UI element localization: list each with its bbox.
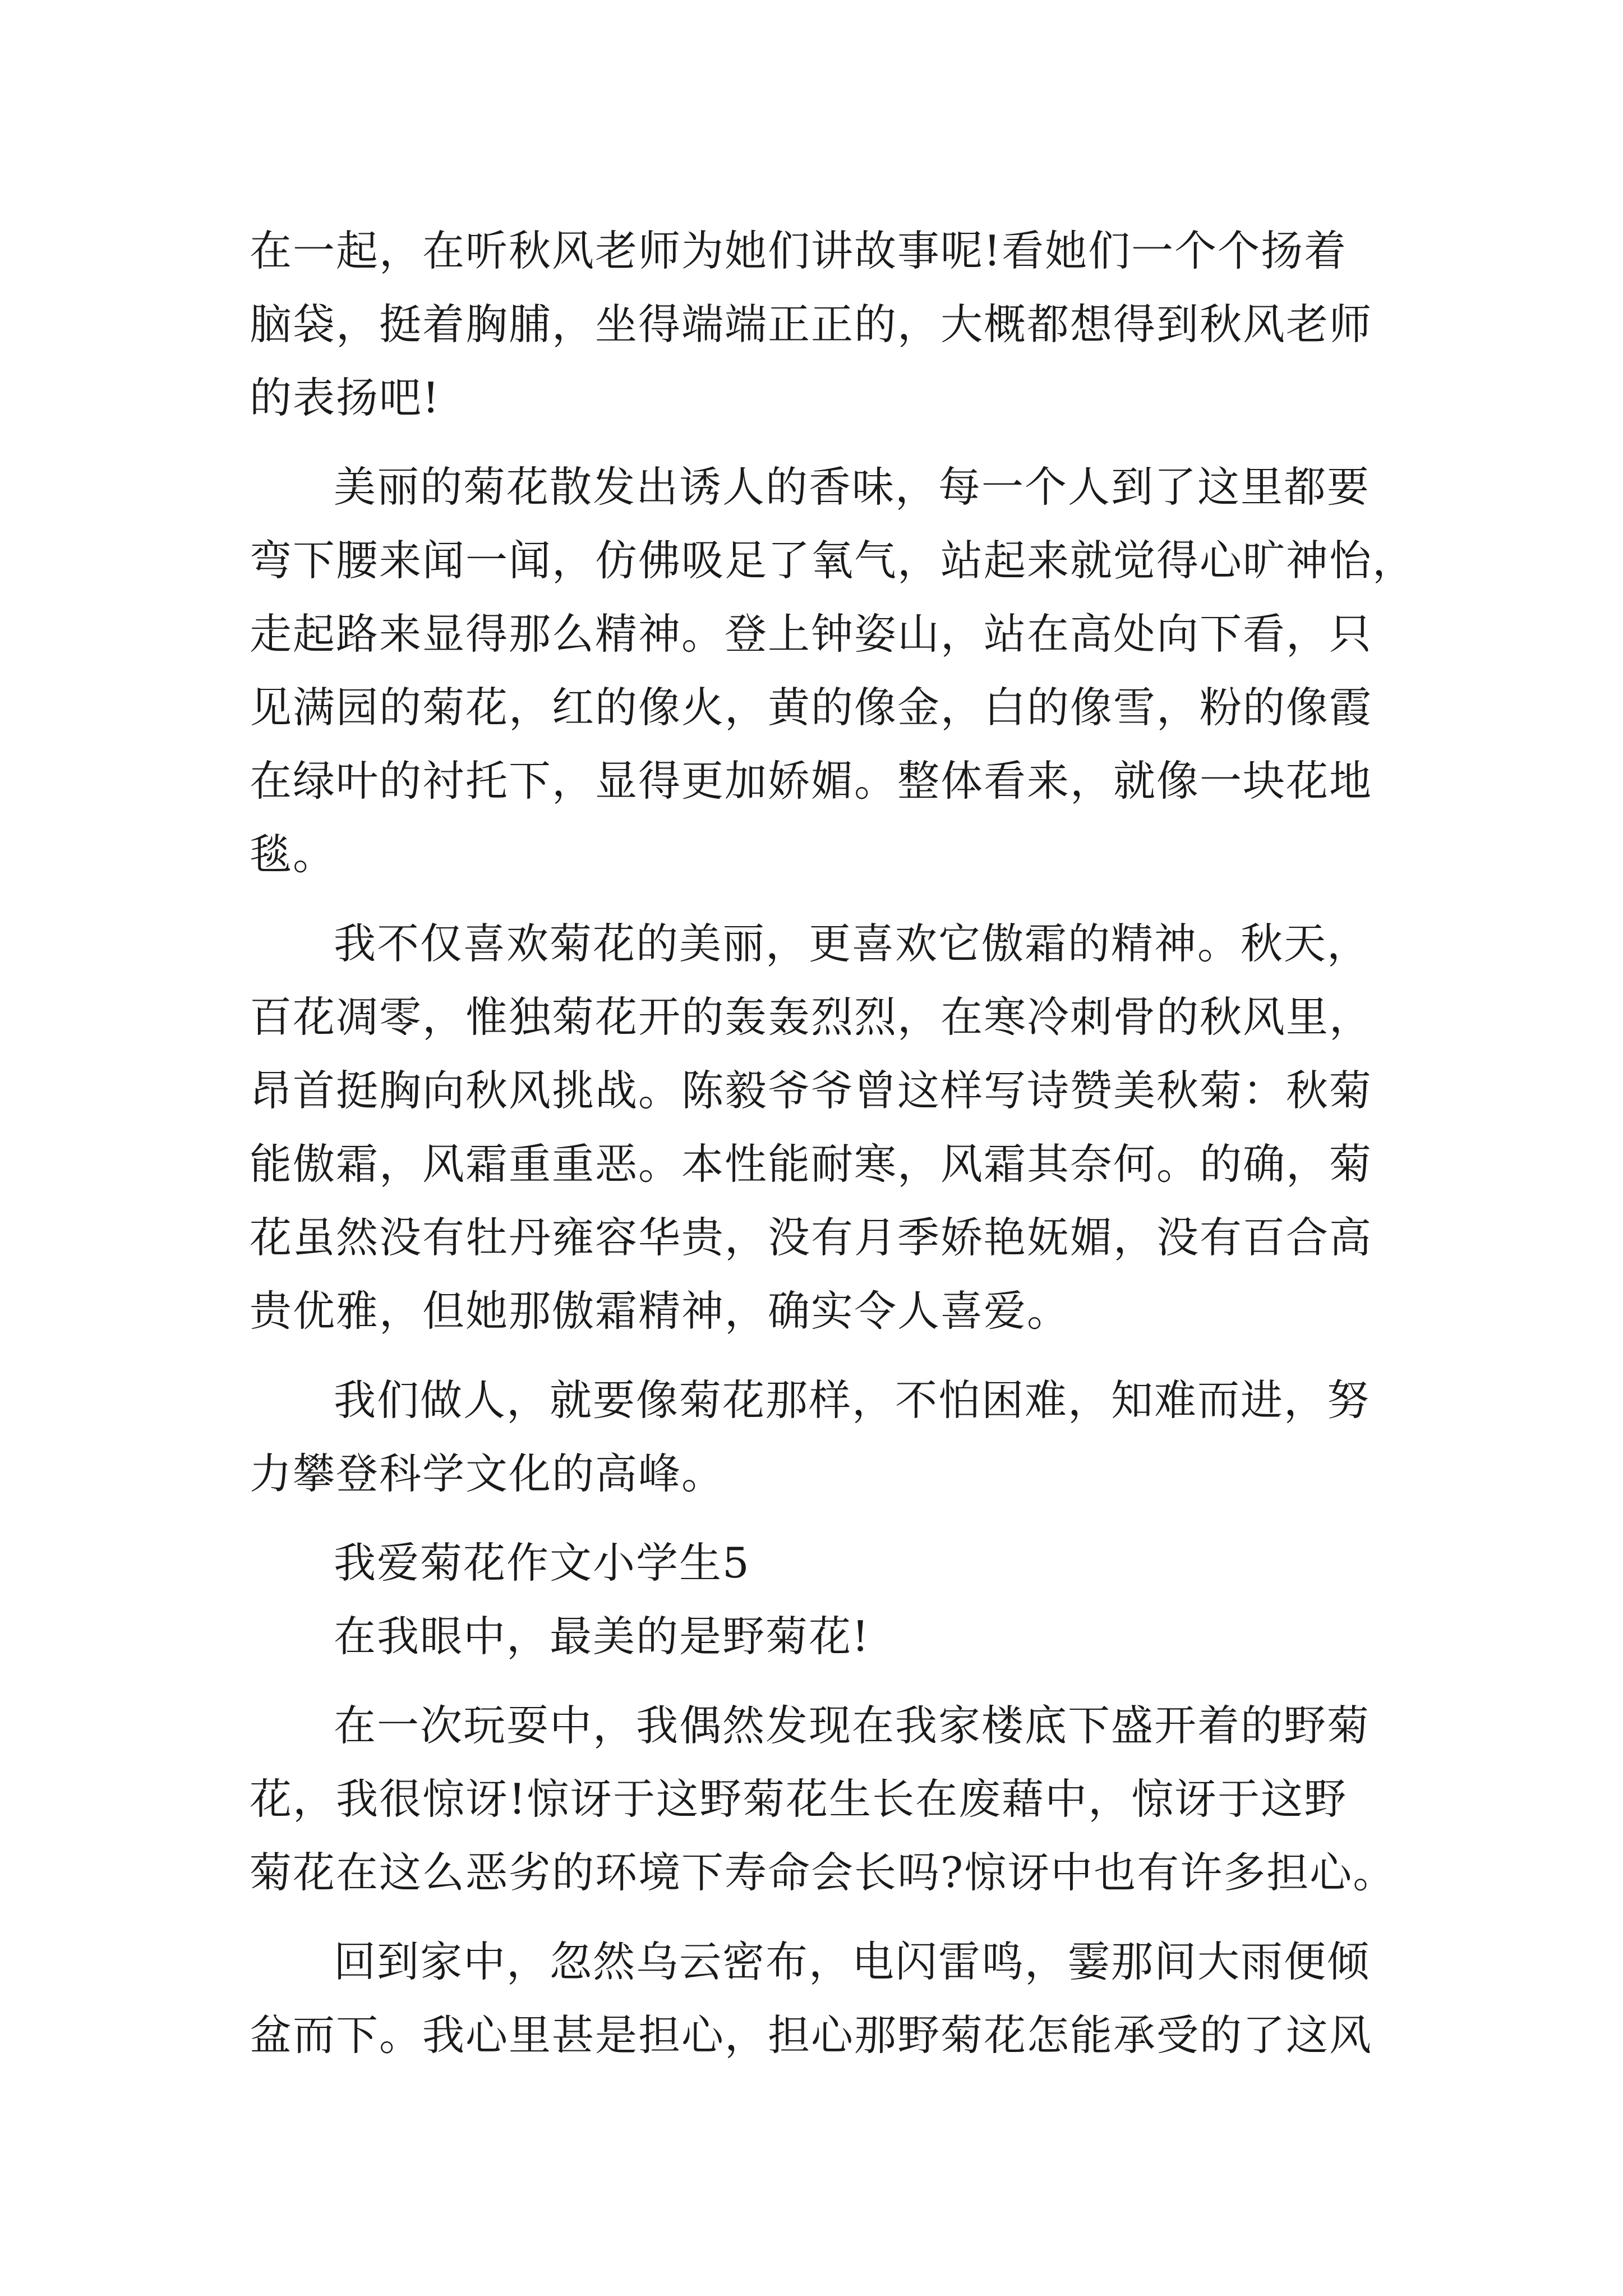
text-line: 贵优雅，但她那傲霜精神，确实令人喜爱。 [250, 1286, 1071, 1336]
section-title: 我爱菊花作文小学生5 [334, 1538, 750, 1588]
text-line: 在一起，在听秋风老师为她们讲故事呢!看她们一个个扬着 [250, 226, 1348, 275]
text-line: 盆而下。我心里甚是担心，担心那野菊花怎能承受的了这风 [250, 2010, 1373, 2060]
text-line: 的表扬吧! [250, 373, 441, 422]
text-line: 花虽然没有牡丹雍容华贵，没有月季娇艳妩媚，没有百合高 [250, 1213, 1373, 1262]
text-line: 走起路来显得那么精神。登上钟姿山，站在高处向下看，只 [250, 609, 1373, 659]
text-line: 昂首挺胸向秋风挑战。陈毅爷爷曾这样写诗赞美秋菊：秋菊 [250, 1066, 1373, 1115]
paragraph-first-line: 回到家中，忽然乌云密布，电闪雷鸣，霎那间大雨便倾 [334, 1937, 1371, 1986]
text-line: 见满园的菊花，红的像火，黄的像金，白的像雪，粉的像霞 [250, 683, 1373, 732]
paragraph-first-line: 我们做人，就要像菊花那样，不怕困难，知难而进，努 [334, 1375, 1371, 1425]
text-line: 力攀登科学文化的高峰。 [250, 1449, 725, 1498]
paragraph-first-line: 在一次玩耍中，我偶然发现在我家楼底下盛开着的野菊 [334, 1701, 1371, 1750]
text-line: 菊花在这么恶劣的环境下寿命会长吗?惊讶中也有许多担心。 [250, 1848, 1396, 1897]
text-line: 弯下腰来闻一闻，仿佛吸足了氧气，站起来就觉得心旷神怡， [250, 536, 1416, 585]
paragraph-first-line: 在我眼中，最美的是野菊花! [334, 1612, 870, 1661]
text-line: 能傲霜，风霜重重恶。本性能耐寒，风霜其奈何。的确，菊 [250, 1139, 1373, 1189]
paragraph-first-line: 美丽的菊花散发出诱人的香味，每一个人到了这里都要 [334, 462, 1371, 512]
text-line: 毯。 [250, 830, 336, 879]
essay-body [250, 214, 1416, 2072]
text-line: 脑袋，挺着胸脯，坐得端端正正的，大概都想得到秋风老师 [250, 300, 1373, 349]
text-line: 在绿叶的衬托下，显得更加娇媚。整体看来，就像一块花地 [250, 756, 1373, 806]
text-line: 花，我很惊讶!惊讶于这野菊花生长在废藉中，惊讶于这野 [250, 1774, 1348, 1824]
paragraph-first-line: 我不仅喜欢菊花的美丽，更喜欢它傲霜的精神。秋天， [334, 919, 1371, 968]
text-line: 百花凋零，惟独菊花开的轰轰烈烈，在寒冷刺骨的秋风里， [250, 992, 1373, 1042]
